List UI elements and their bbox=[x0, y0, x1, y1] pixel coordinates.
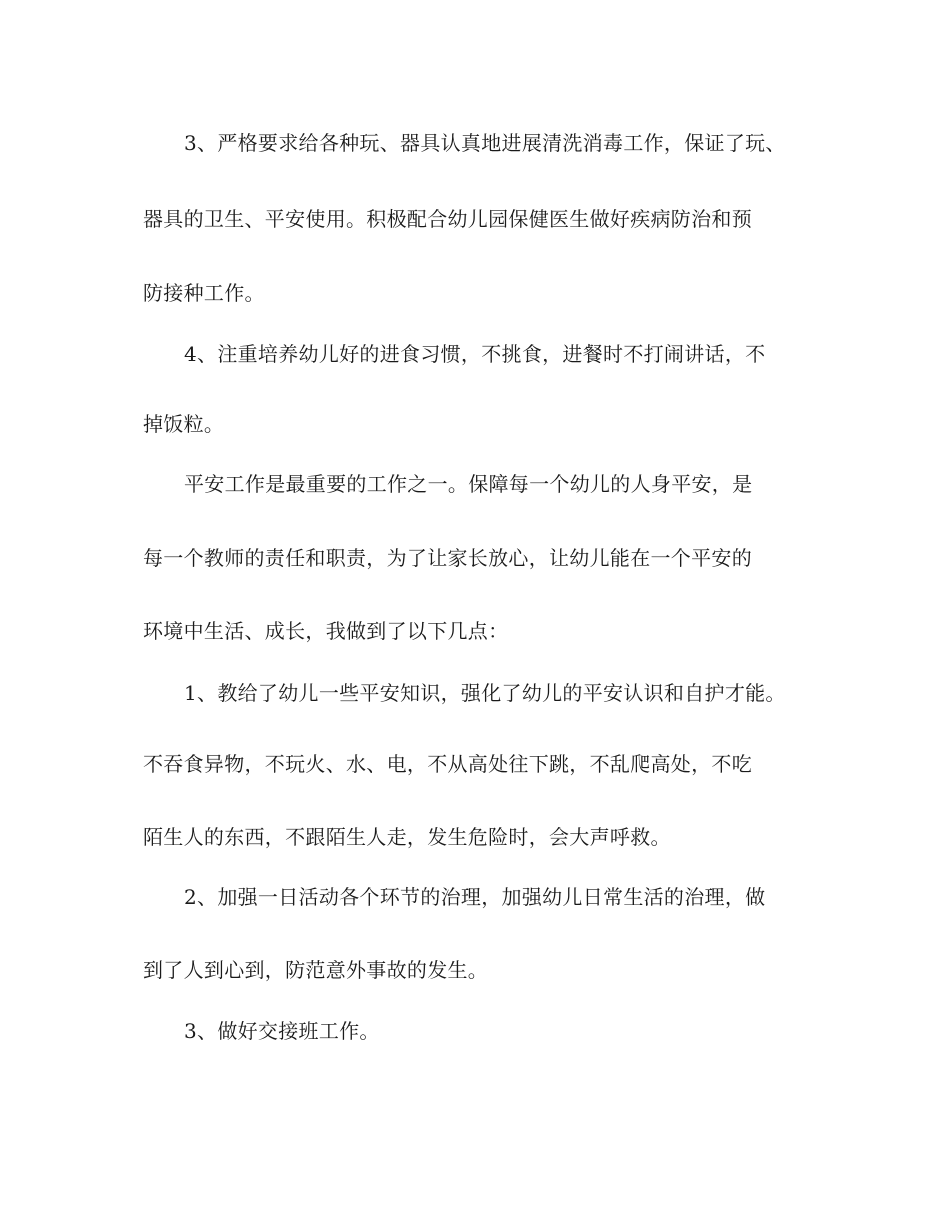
text-line: 防接种工作。 bbox=[143, 281, 265, 305]
text-line: 3、做好交接班工作。 bbox=[184, 1019, 380, 1043]
text-line: 环境中生活、成长，我做到了以下几点： bbox=[143, 619, 509, 643]
text-line: 到了人到心到，防范意外事故的发生。 bbox=[143, 958, 489, 982]
text-line: 器具的卫生、平安使用。积极配合幼儿园保健医生做好疾病防治和预 bbox=[143, 207, 752, 231]
text-line: 掉饭粒。 bbox=[143, 412, 225, 436]
text-line: 1、教给了幼儿一些平安知识，强化了幼儿的平安认识和自护才能。 bbox=[184, 681, 786, 705]
text-line: 每一个教师的责任和职责，为了让家长放心，让幼儿能在一个平安的 bbox=[143, 546, 752, 570]
text-line: 3、严格要求给各种玩、器具认真地进展清洗消毒工作，保证了玩、 bbox=[184, 131, 786, 155]
text-line: 陌生人的东西，不跟陌生人走，发生危险时，会大声呼救。 bbox=[143, 825, 671, 849]
text-line: 2、加强一日活动各个环节的治理，加强幼儿日常生活的治理，做 bbox=[184, 885, 766, 909]
text-line: 4、注重培养幼儿好的进食习惯，不挑食，进餐时不打闹讲话，不 bbox=[184, 342, 766, 366]
text-line: 平安工作是最重要的工作之一。保障每一个幼儿的人身平安，是 bbox=[184, 472, 753, 496]
text-line: 不吞食异物，不玩火、水、电，不从高处往下跳，不乱爬高处，不吃 bbox=[143, 752, 752, 776]
